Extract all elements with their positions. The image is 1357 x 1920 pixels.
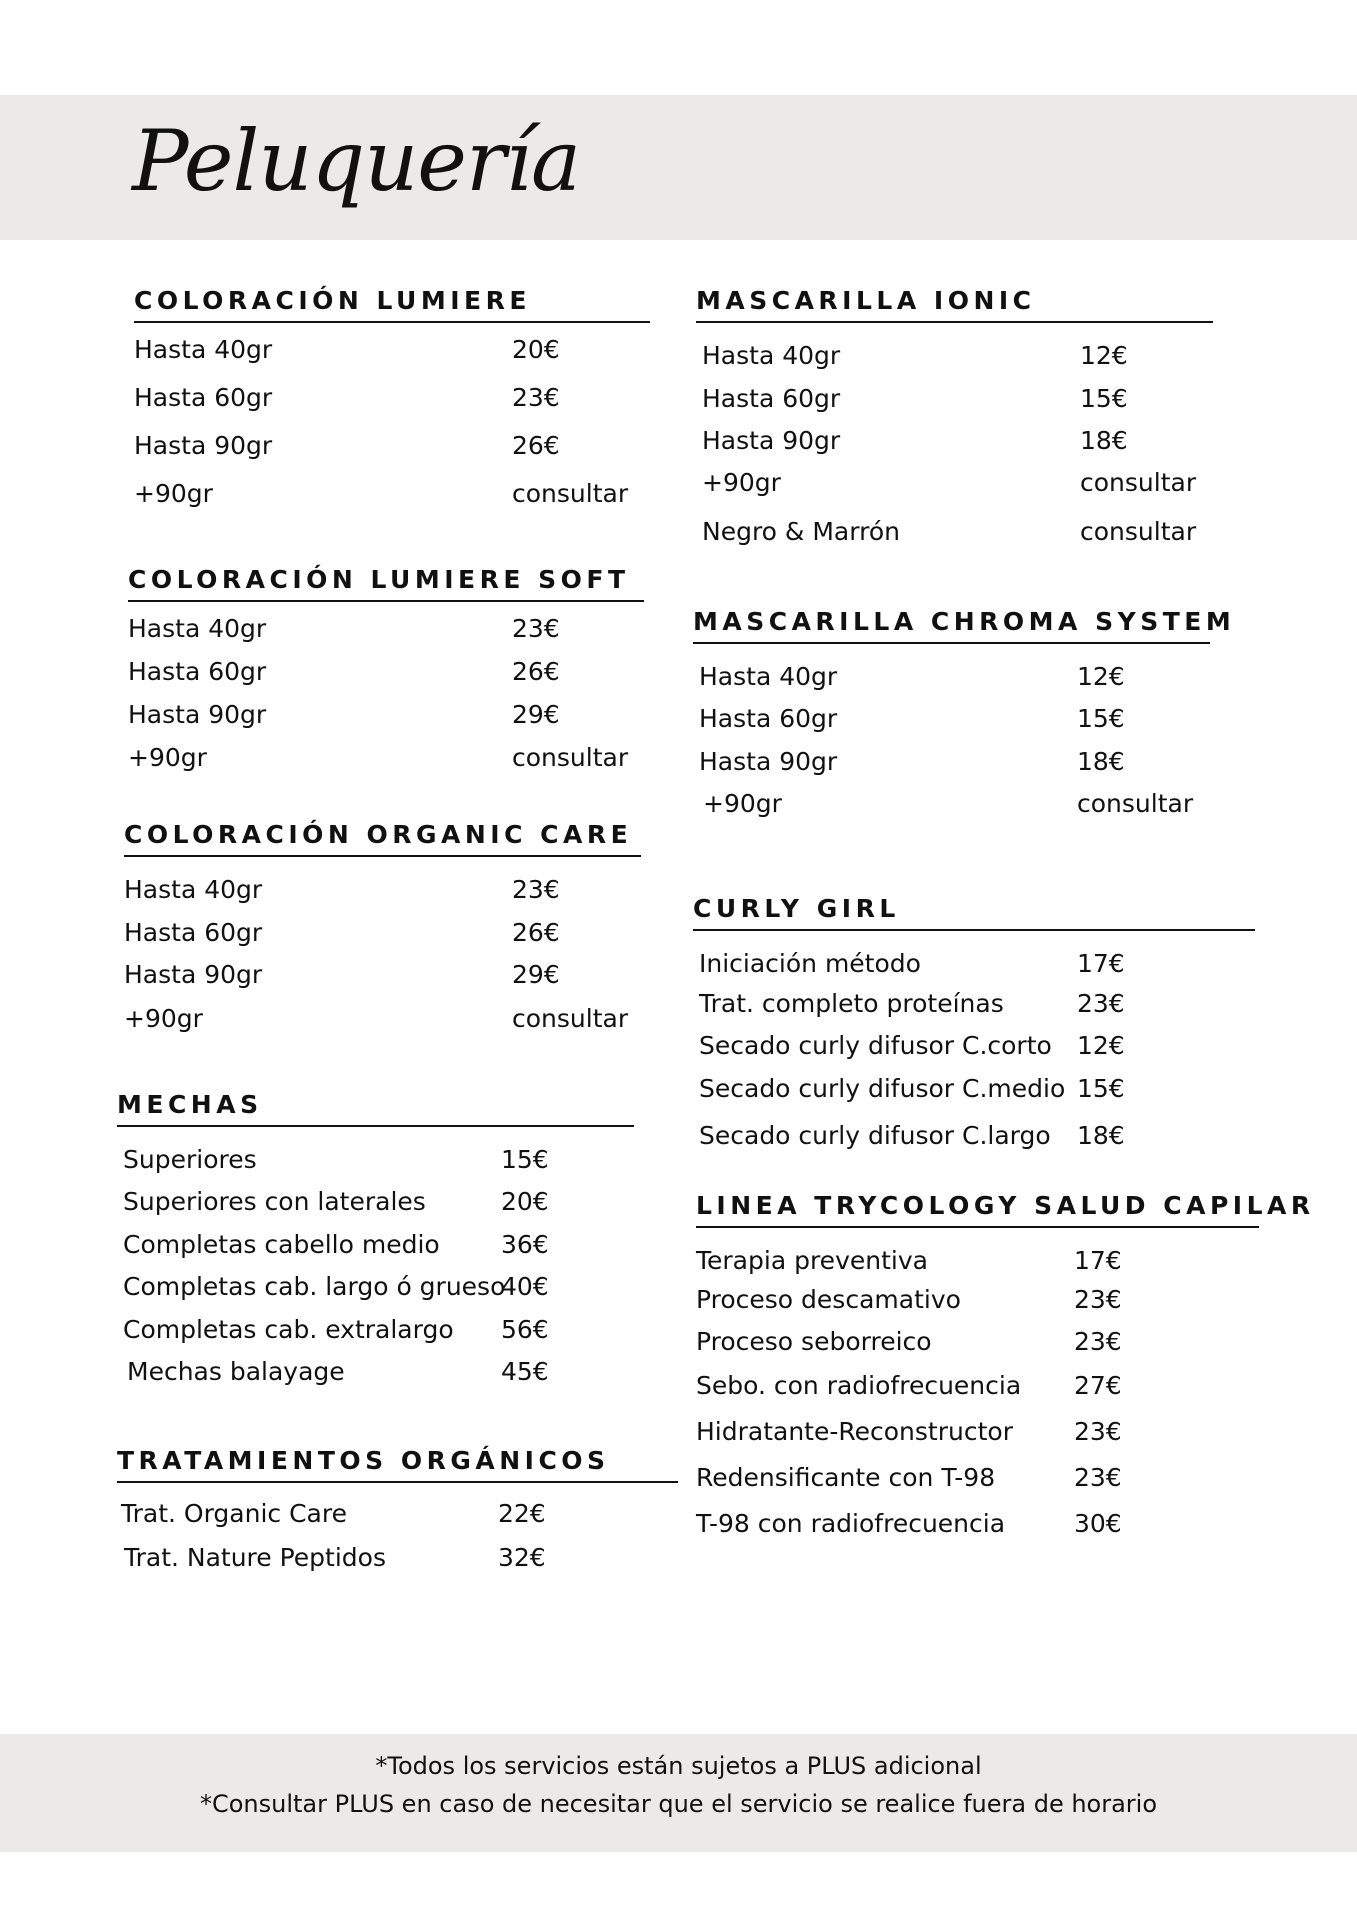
section-ionic xyxy=(696,286,1213,546)
item-name: Secado curly difusor C.corto xyxy=(699,1031,1052,1060)
item-name: Hasta 60gr xyxy=(699,704,838,733)
item-price: 18€ xyxy=(1080,426,1128,455)
item-price: 56€ xyxy=(501,1315,549,1344)
item-price: consultar xyxy=(1077,789,1194,818)
item-name: Hasta 40gr xyxy=(134,335,273,364)
item-name: Hidratante-Reconstructor xyxy=(696,1417,1013,1446)
item-price: 12€ xyxy=(1077,662,1125,691)
item-name: Hasta 60gr xyxy=(134,383,273,412)
section-heading: COLORACIÓN LUMIERE xyxy=(134,286,650,323)
item-price: 40€ xyxy=(501,1272,549,1301)
item-price: 36€ xyxy=(501,1230,549,1259)
item-name: Hasta 40gr xyxy=(702,341,841,370)
item-name: Secado curly difusor C.medio xyxy=(699,1074,1066,1103)
item-price: 45€ xyxy=(501,1357,549,1386)
item-name: Hasta 90gr xyxy=(134,431,273,460)
item-name: Hasta 90gr xyxy=(699,747,838,776)
item-price: 15€ xyxy=(1077,704,1125,733)
item-name: Negro & Marrón xyxy=(702,517,900,546)
section-curly xyxy=(693,894,1255,1150)
item-name: Redensificante con T-98 xyxy=(696,1463,996,1492)
item-name: +90gr xyxy=(124,1004,203,1033)
section-chroma xyxy=(693,607,1236,818)
section-mechas xyxy=(117,1090,634,1386)
section-organic-care xyxy=(124,820,641,1033)
item-price: consultar xyxy=(1080,517,1197,546)
item-name: Hasta 90gr xyxy=(124,960,263,989)
item-name: +90gr xyxy=(128,743,207,772)
item-name: +90gr xyxy=(134,479,213,508)
item-price: consultar xyxy=(512,479,629,508)
item-price: consultar xyxy=(512,1004,629,1033)
item-price: 17€ xyxy=(1077,949,1125,978)
item-price: 26€ xyxy=(512,918,560,947)
item-price: 27€ xyxy=(1074,1371,1122,1400)
item-price: 18€ xyxy=(1077,747,1125,776)
item-price: 12€ xyxy=(1077,1031,1125,1060)
item-name: Terapia preventiva xyxy=(696,1246,928,1275)
item-name: Completas cab. extralargo xyxy=(123,1315,454,1344)
section-heading: LINEA TRYCOLOGY SALUD CAPILAR xyxy=(696,1191,1259,1228)
item-price: 30€ xyxy=(1074,1509,1122,1538)
item-price: 23€ xyxy=(1074,1463,1122,1492)
section-heading: COLORACIÓN LUMIERE SOFT xyxy=(128,565,644,602)
item-price: 15€ xyxy=(501,1145,549,1174)
item-price: 23€ xyxy=(1074,1285,1122,1314)
item-name: Superiores con laterales xyxy=(123,1187,426,1216)
item-name: Hasta 60gr xyxy=(702,384,841,413)
item-name: Hasta 60gr xyxy=(128,657,267,686)
footer-note-1: *Todos los servicios están sujetos a PLUS adicional xyxy=(375,1752,982,1780)
section-heading: TRATAMIENTOS ORGÁNICOS xyxy=(117,1446,678,1483)
item-name: +90gr xyxy=(703,789,782,818)
item-name: Sebo. con radiofrecuencia xyxy=(696,1371,1022,1400)
item-name: Hasta 40gr xyxy=(124,875,263,904)
item-name: Proceso descamativo xyxy=(696,1285,961,1314)
item-price: 32€ xyxy=(498,1543,546,1572)
item-price: 26€ xyxy=(512,657,560,686)
section-heading: COLORACIÓN ORGANIC CARE xyxy=(124,820,641,857)
item-name: Completas cab. largo ó grueso xyxy=(123,1272,506,1301)
item-name: Hasta 40gr xyxy=(128,614,267,643)
item-name: Trat. completo proteínas xyxy=(699,989,1004,1018)
item-price: consultar xyxy=(1080,468,1197,497)
section-lumiere-soft xyxy=(128,565,644,772)
item-price: 20€ xyxy=(512,335,560,364)
item-name: Hasta 90gr xyxy=(702,426,841,455)
footer-note-2: *Consultar PLUS en caso de necesitar que el servicio se realice fuera de horario xyxy=(199,1790,1158,1818)
section-trycology xyxy=(696,1191,1315,1538)
item-name: Proceso seborreico xyxy=(696,1327,932,1356)
item-name: Mechas balayage xyxy=(127,1357,345,1386)
item-name: +90gr xyxy=(702,468,781,497)
section-heading: MASCARILLA CHROMA SYSTEM xyxy=(693,607,1210,644)
page-title: Peluquería xyxy=(132,112,581,210)
item-name: Completas cabello medio xyxy=(123,1230,440,1259)
item-price: 15€ xyxy=(1080,384,1128,413)
item-price: 20€ xyxy=(501,1187,549,1216)
item-name: Hasta 40gr xyxy=(699,662,838,691)
section-lumiere xyxy=(134,286,650,508)
section-tratamientos xyxy=(117,1446,678,1572)
item-price: 29€ xyxy=(512,960,560,989)
item-price: 23€ xyxy=(1074,1327,1122,1356)
item-name: Hasta 60gr xyxy=(124,918,263,947)
item-price: 18€ xyxy=(1077,1121,1125,1150)
item-price: 15€ xyxy=(1077,1074,1125,1103)
item-name: Hasta 90gr xyxy=(128,700,267,729)
item-price: 12€ xyxy=(1080,341,1128,370)
item-price: 26€ xyxy=(512,431,560,460)
item-price: 23€ xyxy=(512,614,560,643)
item-price: 22€ xyxy=(498,1499,546,1528)
item-price: consultar xyxy=(512,743,629,772)
item-name: Iniciación método xyxy=(699,949,921,978)
item-price: 23€ xyxy=(1077,989,1125,1018)
item-name: T-98 con radiofrecuencia xyxy=(696,1509,1006,1538)
section-heading: MECHAS xyxy=(117,1090,634,1127)
item-name: Trat. Organic Care xyxy=(121,1499,347,1528)
item-price: 23€ xyxy=(1074,1417,1122,1446)
item-price: 29€ xyxy=(512,700,560,729)
item-price: 23€ xyxy=(512,383,560,412)
item-name: Secado curly difusor C.largo xyxy=(699,1121,1051,1150)
item-name: Superiores xyxy=(123,1145,257,1174)
item-name: Trat. Nature Peptidos xyxy=(124,1543,386,1572)
item-price: 17€ xyxy=(1074,1246,1122,1275)
section-heading: MASCARILLA IONIC xyxy=(696,286,1213,323)
item-price: 23€ xyxy=(512,875,560,904)
section-heading: CURLY GIRL xyxy=(693,894,1255,931)
